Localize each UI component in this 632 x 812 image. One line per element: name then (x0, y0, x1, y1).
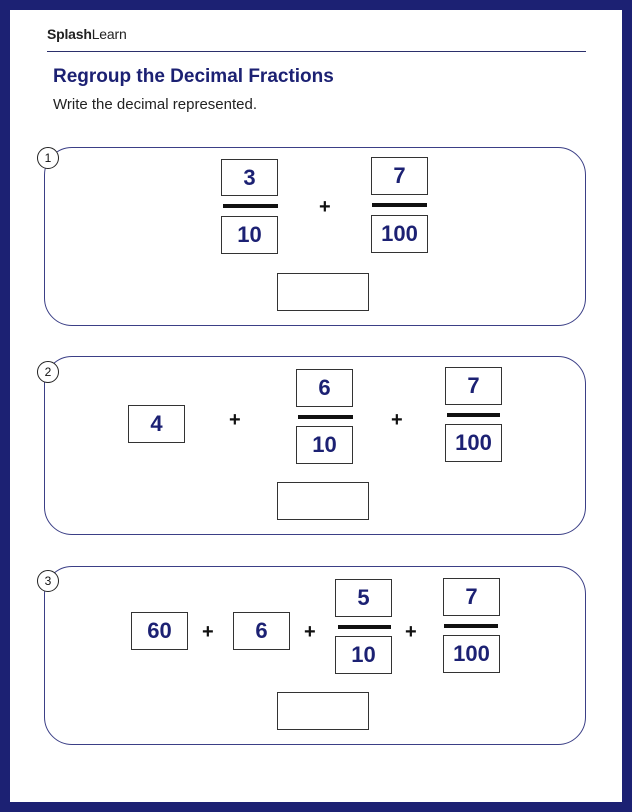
plus-operator: + (202, 621, 214, 643)
answer-box-2[interactable] (277, 482, 369, 520)
answer-box-3[interactable] (277, 692, 369, 730)
fraction-numerator: 7 (371, 157, 428, 195)
fraction-denominator: 10 (221, 216, 278, 254)
plus-operator: + (405, 621, 417, 643)
plus-operator: + (319, 196, 331, 218)
plus-operator: + (304, 621, 316, 643)
fraction-numerator: 3 (221, 159, 278, 196)
brand-logo-bold: Splash (47, 26, 92, 42)
fraction-denominator: 10 (296, 426, 353, 464)
fraction-denominator: 100 (445, 424, 502, 462)
question-number-1: 1 (37, 147, 59, 169)
fraction-denominator: 100 (371, 215, 428, 253)
fraction-numerator: 6 (296, 369, 353, 407)
answer-box-1[interactable] (277, 273, 369, 311)
page-title: Regroup the Decimal Fractions (53, 66, 334, 87)
header-divider (47, 51, 586, 52)
fraction-denominator: 100 (443, 635, 500, 673)
instruction-text: Write the decimal represented. (53, 96, 257, 113)
whole-number-box: 4 (128, 405, 185, 443)
fraction-numerator: 7 (445, 367, 502, 405)
fraction-numerator: 5 (335, 579, 392, 617)
fraction-bar (298, 415, 353, 419)
fraction-bar (444, 624, 498, 628)
brand-logo (47, 26, 127, 42)
fraction-numerator: 7 (443, 578, 500, 616)
fraction-bar (447, 413, 500, 417)
whole-number-box: 60 (131, 612, 188, 650)
brand-logo-light: Learn (91, 26, 127, 42)
fraction-bar (372, 203, 427, 207)
plus-operator: + (229, 409, 241, 431)
whole-number-box: 6 (233, 612, 290, 650)
fraction-bar (223, 204, 278, 208)
question-number-3: 3 (37, 570, 59, 592)
plus-operator: + (391, 409, 403, 431)
fraction-denominator: 10 (335, 636, 392, 674)
fraction-bar (338, 625, 391, 629)
question-number-2: 2 (37, 361, 59, 383)
